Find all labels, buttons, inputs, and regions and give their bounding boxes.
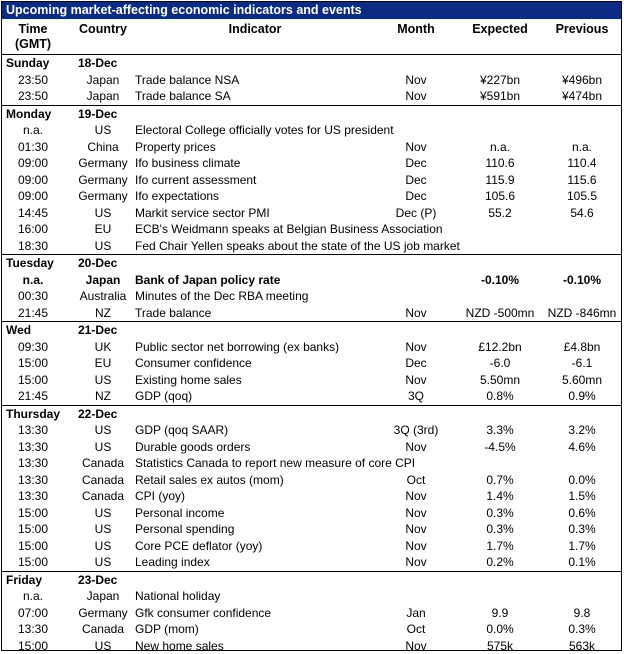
cell-previous: 105.5	[542, 188, 622, 205]
table-body	[2, 54, 621, 654]
cell-country: US	[68, 439, 138, 456]
cell-indicator: ECB's Weidmann speaks at Belgian Business Association	[135, 221, 443, 238]
cell-month: Dec (P)	[376, 205, 456, 222]
cell-indicator: Statistics Canada to report new measure of core CPI	[135, 455, 415, 472]
cell-indicator: Bank of Japan policy rate	[135, 272, 280, 289]
cell-month: Nov	[376, 139, 456, 156]
cell-time: 21:45	[2, 305, 64, 322]
table-row	[2, 388, 621, 405]
cell-month: Dec	[376, 188, 456, 205]
table-row	[2, 155, 621, 172]
cell-previous: 115.6	[542, 172, 622, 189]
cell-indicator: Retail sales ex autos (mom)	[135, 472, 284, 489]
cell-previous: -6.1	[542, 355, 622, 372]
cell-time: n.a.	[2, 272, 64, 289]
cell-previous: 0.1%	[542, 554, 622, 571]
cell-country: US	[68, 521, 138, 538]
cell-time: 23:50	[2, 72, 64, 89]
table-row	[2, 538, 621, 555]
cell-month: Dec	[376, 172, 456, 189]
cell-month: Nov	[376, 505, 456, 522]
day-heading-row	[2, 322, 621, 339]
header-time-line1: Time	[2, 22, 64, 37]
table-title: Upcoming market-affecting economic indicators and events	[2, 2, 621, 19]
cell-time: 09:00	[2, 188, 64, 205]
cell-country: US	[68, 554, 138, 571]
table-row	[2, 339, 621, 356]
cell-indicator: GDP (qoq)	[135, 388, 192, 405]
day-block	[2, 321, 621, 405]
table-row	[2, 122, 621, 139]
cell-time: 09:30	[2, 339, 64, 356]
header-previous: Previous	[542, 22, 622, 37]
table-row	[2, 588, 621, 605]
cell-indicator: Gfk consumer confidence	[135, 605, 271, 622]
day-name: Monday	[6, 106, 51, 123]
cell-country: NZ	[68, 388, 138, 405]
cell-time: n.a.	[2, 122, 64, 139]
cell-indicator: Durable goods orders	[135, 439, 250, 456]
cell-country: US	[68, 505, 138, 522]
cell-expected: 0.0%	[452, 621, 548, 638]
cell-expected: 115.9	[452, 172, 548, 189]
cell-indicator: Trade balance NSA	[135, 72, 239, 89]
table-row	[2, 439, 621, 456]
cell-previous: 110.4	[542, 155, 622, 172]
cell-time: 18:30	[2, 238, 64, 255]
cell-indicator: GDP (qoq SAAR)	[135, 422, 228, 439]
day-name: Friday	[6, 572, 42, 589]
header-time	[2, 22, 64, 52]
day-heading-row	[2, 106, 621, 123]
cell-expected: ¥227bn	[452, 72, 548, 89]
calendar-table	[1, 1, 622, 651]
cell-expected: -0.10%	[452, 272, 548, 289]
table-row	[2, 372, 621, 389]
cell-month: Nov	[376, 372, 456, 389]
cell-country: Canada	[68, 621, 138, 638]
day-block	[2, 54, 621, 105]
cell-indicator: Fed Chair Yellen speaks about the state of the US job market	[135, 238, 460, 255]
day-date: 23-Dec	[78, 572, 117, 589]
cell-expected: 0.3%	[452, 521, 548, 538]
cell-time: 15:00	[2, 554, 64, 571]
cell-country: Germany	[68, 188, 138, 205]
cell-expected: 1.7%	[452, 538, 548, 555]
cell-previous: n.a.	[542, 139, 622, 156]
day-heading-row	[2, 255, 621, 272]
day-name: Wed	[6, 322, 31, 339]
cell-previous: -0.10%	[542, 272, 622, 289]
cell-country: US	[68, 205, 138, 222]
table-row	[2, 172, 621, 189]
day-block	[2, 571, 621, 654]
cell-expected: £12.2bn	[452, 339, 548, 356]
cell-month: Dec	[376, 355, 456, 372]
cell-month: Nov	[376, 538, 456, 555]
cell-country: Australia	[68, 288, 138, 305]
cell-month: Nov	[376, 439, 456, 456]
header-expected: Expected	[452, 22, 548, 37]
header-month: Month	[376, 22, 456, 37]
cell-expected: 0.3%	[452, 505, 548, 522]
day-block	[2, 254, 621, 321]
cell-month: Nov	[376, 638, 456, 654]
cell-indicator: Personal income	[135, 505, 224, 522]
cell-previous: 1.7%	[542, 538, 622, 555]
cell-expected: 1.4%	[452, 488, 548, 505]
cell-expected: 0.7%	[452, 472, 548, 489]
day-date: 22-Dec	[78, 406, 117, 423]
table-row	[2, 139, 621, 156]
table-row	[2, 422, 621, 439]
cell-month: Nov	[376, 88, 456, 105]
cell-previous: 0.3%	[542, 521, 622, 538]
cell-time: 15:00	[2, 521, 64, 538]
cell-expected: 575k	[452, 638, 548, 654]
cell-time: 14:45	[2, 205, 64, 222]
day-date: 21-Dec	[78, 322, 117, 339]
cell-country: NZ	[68, 305, 138, 322]
cell-time: 16:00	[2, 221, 64, 238]
cell-month: Nov	[376, 554, 456, 571]
cell-month: Nov	[376, 339, 456, 356]
cell-country: Germany	[68, 155, 138, 172]
table-row	[2, 238, 621, 255]
cell-previous: 0.9%	[542, 388, 622, 405]
cell-indicator: Ifo business climate	[135, 155, 240, 172]
cell-time: 09:00	[2, 172, 64, 189]
cell-previous: 3.2%	[542, 422, 622, 439]
cell-expected: -6.0	[452, 355, 548, 372]
cell-indicator: Minutes of the Dec RBA meeting	[135, 288, 308, 305]
table-row	[2, 605, 621, 622]
cell-expected: NZD -500mn	[452, 305, 548, 322]
cell-previous: 0.0%	[542, 472, 622, 489]
day-block	[2, 405, 621, 571]
cell-country: EU	[68, 355, 138, 372]
cell-time: 07:00	[2, 605, 64, 622]
cell-country: US	[68, 422, 138, 439]
cell-country: China	[68, 139, 138, 156]
cell-country: Japan	[68, 272, 138, 289]
cell-month: Nov	[376, 488, 456, 505]
cell-previous: £4.8bn	[542, 339, 622, 356]
cell-country: Japan	[68, 88, 138, 105]
day-name: Sunday	[6, 55, 49, 72]
cell-time: 00:30	[2, 288, 64, 305]
cell-indicator: Markit service sector PMI	[135, 205, 270, 222]
table-row	[2, 305, 621, 322]
day-date: 18-Dec	[78, 55, 117, 72]
cell-indicator: Leading index	[135, 554, 210, 571]
cell-time: 13:30	[2, 488, 64, 505]
table-row	[2, 488, 621, 505]
cell-previous: ¥474bn	[542, 88, 622, 105]
day-heading-row	[2, 406, 621, 423]
cell-indicator: Existing home sales	[135, 372, 242, 389]
cell-expected: 110.6	[452, 155, 548, 172]
table-row	[2, 88, 621, 105]
table-row	[2, 455, 621, 472]
cell-previous: 5.60mn	[542, 372, 622, 389]
day-name: Tuesday	[6, 255, 54, 272]
day-heading-row	[2, 572, 621, 589]
table-row	[2, 221, 621, 238]
cell-month: Oct	[376, 472, 456, 489]
cell-indicator: GDP (mom)	[135, 621, 199, 638]
cell-expected: 55.2	[452, 205, 548, 222]
cell-expected: -4.5%	[452, 439, 548, 456]
cell-indicator: Ifo expectations	[135, 188, 219, 205]
cell-expected: 0.2%	[452, 554, 548, 571]
cell-expected: n.a.	[452, 139, 548, 156]
cell-expected: ¥591bn	[452, 88, 548, 105]
cell-month: Nov	[376, 305, 456, 322]
cell-expected: 105.6	[452, 188, 548, 205]
day-name: Thursday	[6, 406, 60, 423]
cell-time: 09:00	[2, 155, 64, 172]
header-indicator: Indicator	[135, 22, 375, 37]
cell-month: Oct	[376, 621, 456, 638]
cell-indicator: Trade balance	[135, 305, 211, 322]
cell-month: 3Q (3rd)	[376, 422, 456, 439]
cell-country: Canada	[68, 472, 138, 489]
table-row	[2, 72, 621, 89]
cell-previous: 1.5%	[542, 488, 622, 505]
header-country: Country	[68, 22, 138, 37]
cell-previous: 563k	[542, 638, 622, 654]
header-time-line2: (GMT)	[2, 37, 64, 52]
table-row	[2, 288, 621, 305]
day-block	[2, 105, 621, 255]
cell-indicator: Property prices	[135, 139, 216, 156]
cell-expected: 3.3%	[452, 422, 548, 439]
cell-previous: NZD -846mn	[542, 305, 622, 322]
cell-time: 15:00	[2, 355, 64, 372]
table-row	[2, 355, 621, 372]
header-row	[2, 20, 621, 54]
cell-country: US	[68, 538, 138, 555]
table-row	[2, 188, 621, 205]
cell-country: US	[68, 638, 138, 654]
table-row	[2, 272, 621, 289]
cell-previous: 0.3%	[542, 621, 622, 638]
cell-time: 13:30	[2, 439, 64, 456]
table-row	[2, 521, 621, 538]
table-row	[2, 554, 621, 571]
cell-indicator: New home sales	[135, 638, 224, 654]
day-date: 20-Dec	[78, 255, 117, 272]
cell-month: 3Q	[376, 388, 456, 405]
cell-time: 15:00	[2, 538, 64, 555]
cell-country: Canada	[68, 455, 138, 472]
cell-previous: ¥496bn	[542, 72, 622, 89]
cell-indicator: Trade balance SA	[135, 88, 231, 105]
table-row	[2, 505, 621, 522]
table-row	[2, 621, 621, 638]
cell-expected: 9.9	[452, 605, 548, 622]
cell-month: Dec	[376, 155, 456, 172]
table-row	[2, 638, 621, 654]
cell-country: US	[68, 238, 138, 255]
cell-time: 13:30	[2, 621, 64, 638]
cell-expected: 0.8%	[452, 388, 548, 405]
cell-time: 15:00	[2, 638, 64, 654]
cell-time: 15:00	[2, 505, 64, 522]
cell-previous: 4.6%	[542, 439, 622, 456]
cell-country: Germany	[68, 605, 138, 622]
cell-previous: 54.6	[542, 205, 622, 222]
cell-country: EU	[68, 221, 138, 238]
cell-indicator: CPI (yoy)	[135, 488, 185, 505]
cell-indicator: Personal spending	[135, 521, 234, 538]
cell-expected: 5.50mn	[452, 372, 548, 389]
cell-country: US	[68, 122, 138, 139]
table-row	[2, 205, 621, 222]
table-row	[2, 472, 621, 489]
cell-country: Canada	[68, 488, 138, 505]
cell-country: Japan	[68, 588, 138, 605]
cell-time: 01:30	[2, 139, 64, 156]
cell-time: 21:45	[2, 388, 64, 405]
cell-country: Japan	[68, 72, 138, 89]
cell-country: US	[68, 372, 138, 389]
cell-previous: 9.8	[542, 605, 622, 622]
cell-time: 13:30	[2, 455, 64, 472]
cell-time: 15:00	[2, 372, 64, 389]
cell-time: 13:30	[2, 422, 64, 439]
cell-indicator: Ifo current assessment	[135, 172, 256, 189]
cell-time: 23:50	[2, 88, 64, 105]
cell-previous: 0.6%	[542, 505, 622, 522]
cell-time: 13:30	[2, 472, 64, 489]
cell-month: Jan	[376, 605, 456, 622]
cell-country: UK	[68, 339, 138, 356]
cell-indicator: Consumer confidence	[135, 355, 252, 372]
cell-indicator: Public sector net borrowing (ex banks)	[135, 339, 339, 356]
cell-month: Nov	[376, 521, 456, 538]
cell-indicator: Electoral College officially votes for US president	[135, 122, 394, 139]
day-heading-row	[2, 55, 621, 72]
cell-time: n.a.	[2, 588, 64, 605]
cell-month: Nov	[376, 72, 456, 89]
cell-indicator: Core PCE deflator (yoy)	[135, 538, 262, 555]
cell-indicator: National holiday	[135, 588, 220, 605]
day-date: 19-Dec	[78, 106, 117, 123]
cell-country: Germany	[68, 172, 138, 189]
